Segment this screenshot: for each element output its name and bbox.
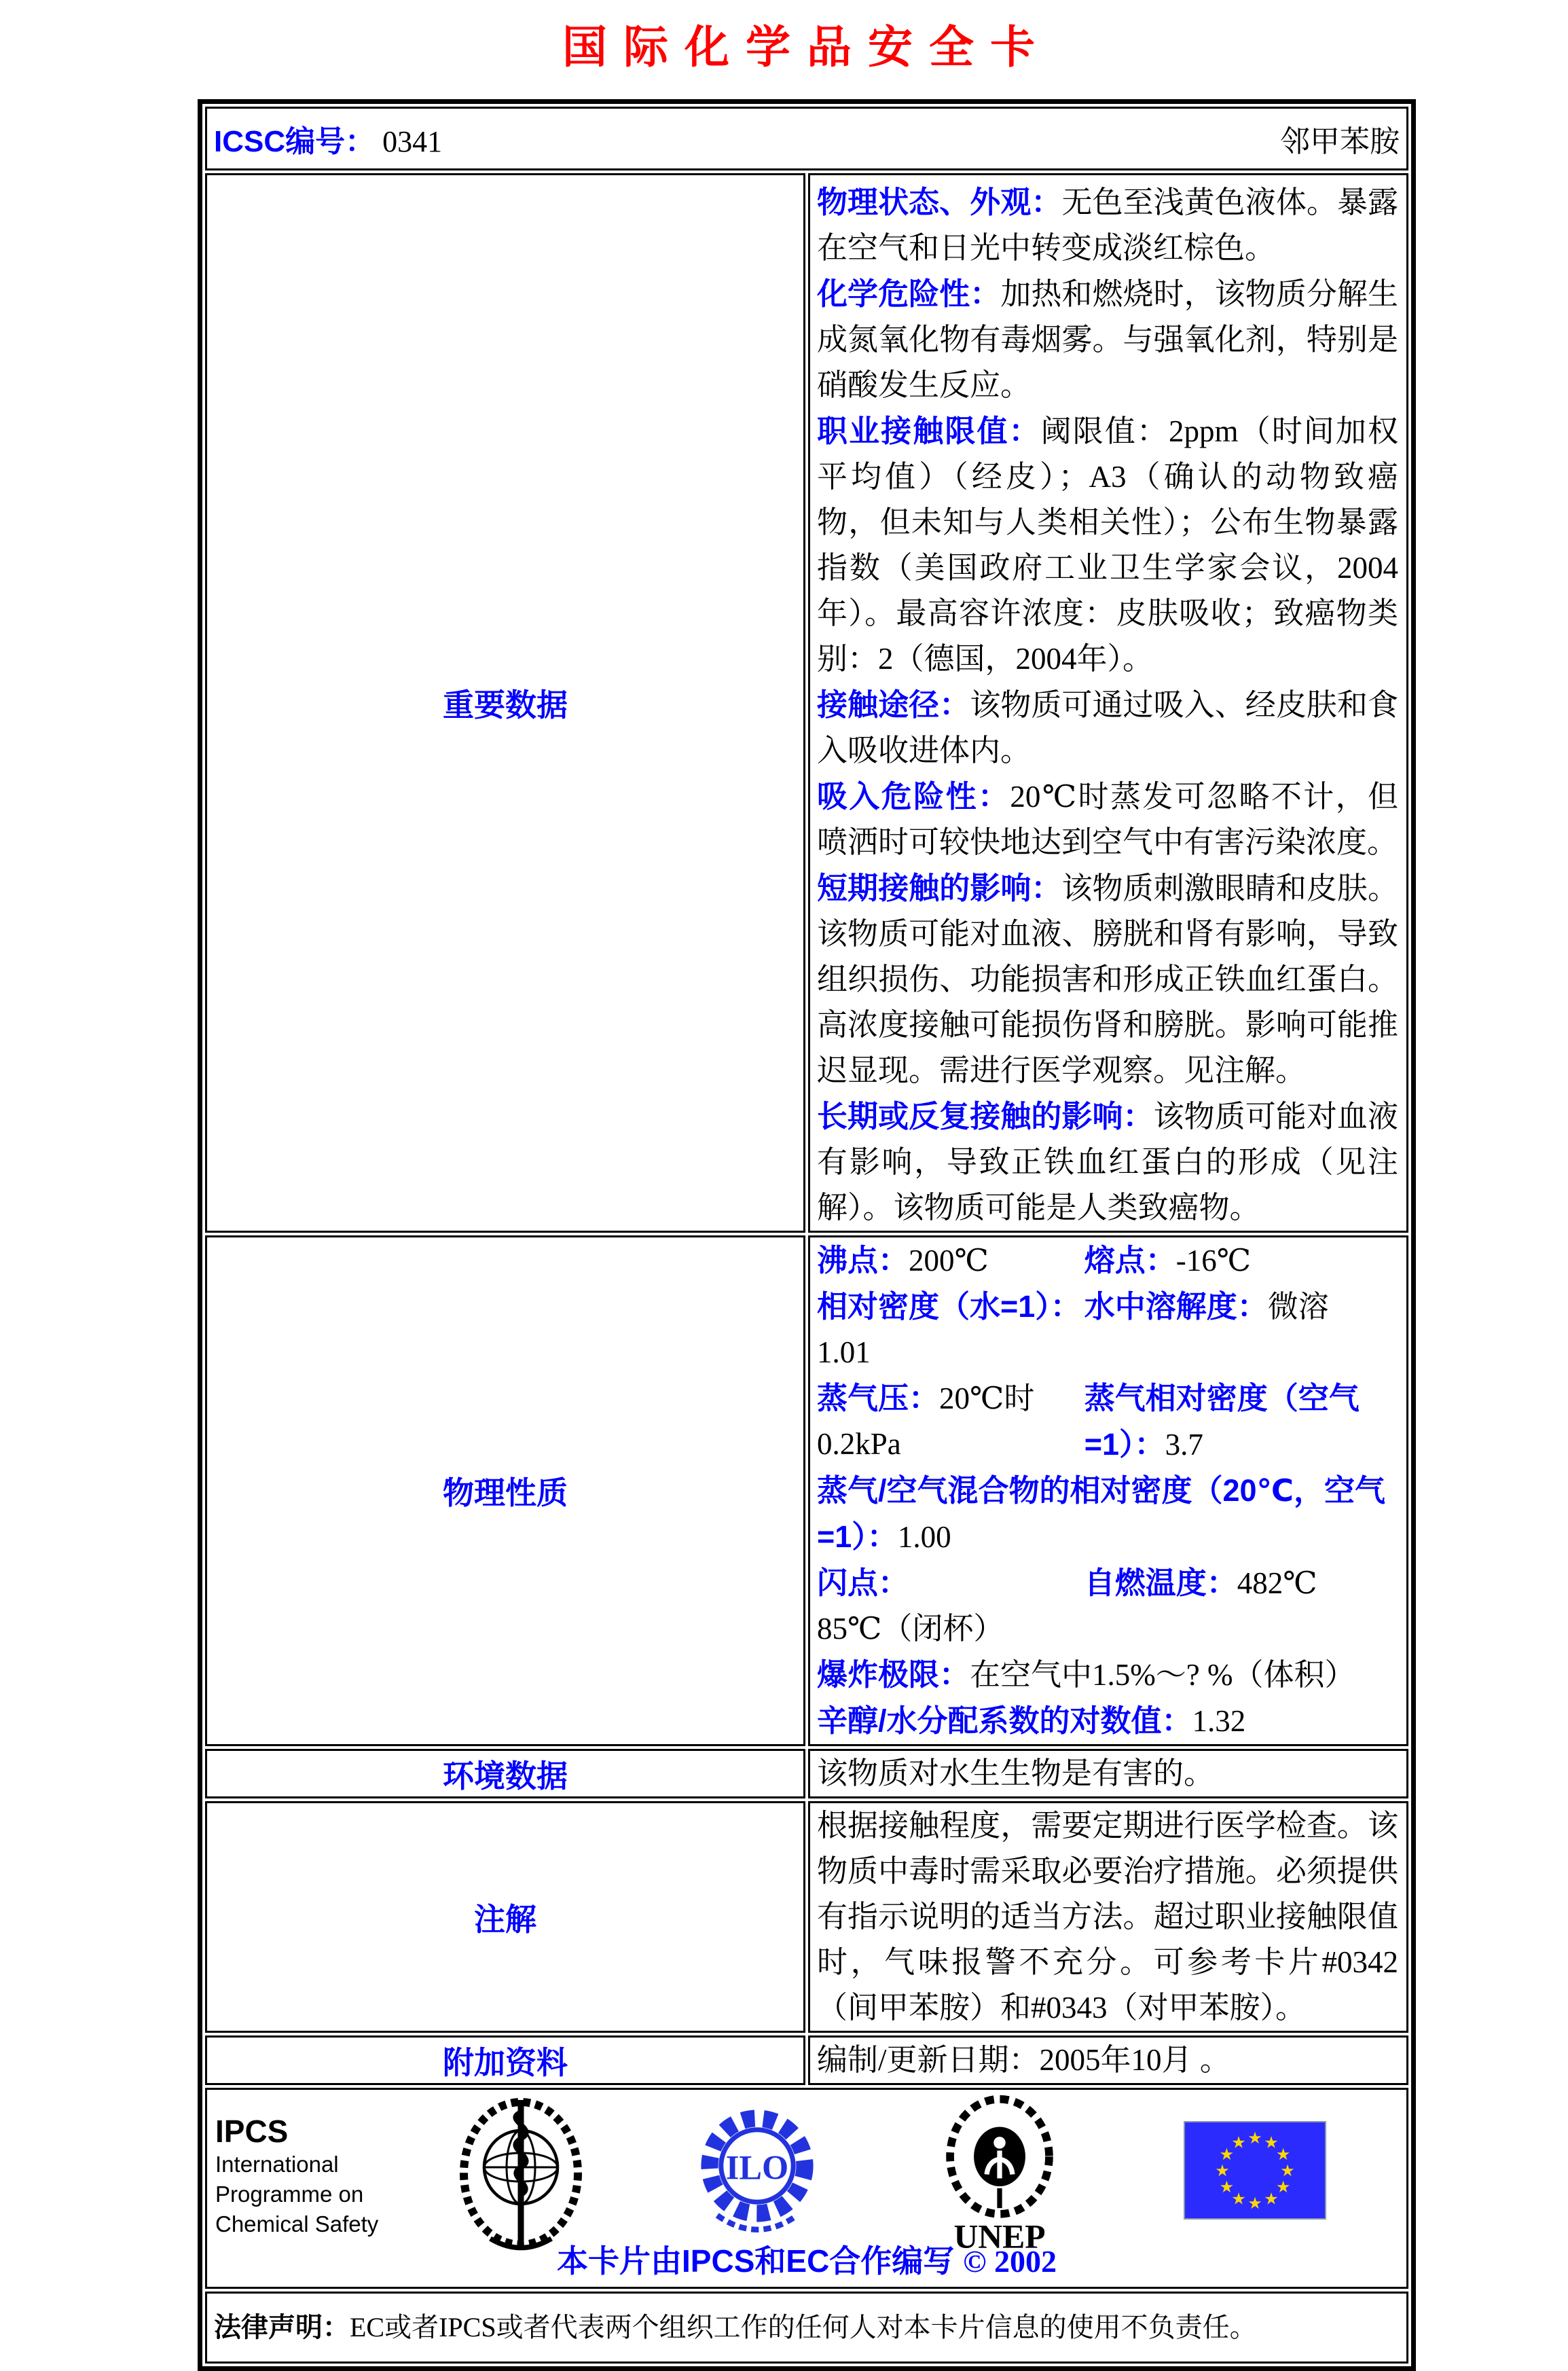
- property-row: [817, 1468, 1398, 1560]
- prop-value: 20℃时0.2kPa: [817, 1381, 1035, 1461]
- caption-text: 本卡片由IPCS和EC合作编写: [557, 2243, 955, 2279]
- section-label-important-data: 重要数据: [205, 173, 805, 1233]
- paragraph-label: 短期接触的影响：: [817, 871, 1062, 905]
- paragraph-text: 该物质可能对血液有影响，导致正铁血红蛋白的形成（见注解）。该物质可能是人类致癌物。: [817, 1100, 1398, 1225]
- prop-label: 沸点：: [817, 1243, 909, 1278]
- paragraph-label: 长期或反复接触的影响：: [817, 1099, 1154, 1134]
- prop-label: 相对密度（水=1）：: [817, 1289, 1081, 1324]
- prop-label: 水中溶解度：: [1084, 1289, 1268, 1324]
- chemical-name: 邻甲苯胺: [1280, 125, 1400, 158]
- prop-label: 熔点：: [1084, 1243, 1176, 1278]
- prop-value: 1.32: [1192, 1704, 1246, 1738]
- prop-value: 1.01: [817, 1335, 871, 1369]
- svg-text:★: ★: [1275, 2177, 1291, 2196]
- important-data-content: [808, 173, 1408, 1233]
- prop-value: -16℃: [1175, 1244, 1252, 1278]
- logos-row: [205, 2088, 1408, 2289]
- svg-text:★: ★: [1231, 2189, 1246, 2209]
- ipcs-acronym: IPCS: [215, 2114, 289, 2149]
- legal-text: EC或者IPCS或者代表两个组织工作的任何人对本卡片信息的使用不负责任。: [350, 2312, 1257, 2342]
- paragraph-exposure-routes: [817, 682, 1398, 774]
- section-label-environmental-data: 环境数据: [205, 1749, 805, 1798]
- prop-label: 自燃温度：: [1084, 1565, 1237, 1600]
- paragraph-physical-state: [817, 179, 1398, 271]
- prop-label: 爆炸极限：: [817, 1657, 970, 1692]
- svg-text:★: ★: [1264, 2133, 1279, 2152]
- section-label-additional-info: 附加资料: [205, 2035, 805, 2085]
- paragraph-inhalation-risk: [817, 774, 1398, 865]
- environmental-data-text: 该物质对水生生物是有害的。: [817, 1756, 1215, 1790]
- property-row: [817, 1284, 1398, 1375]
- paragraph-chemical-danger: [817, 271, 1398, 408]
- svg-text:★: ★: [1264, 2189, 1279, 2209]
- paragraph-text: 20℃时蒸发可忽略不计，但喷洒时可较快地达到空气中有害污染浓度。: [817, 780, 1398, 859]
- property-row: [817, 1237, 1398, 1284]
- paragraph-text: 阈限值：2ppm（时间加权平均值）（经皮）；A3（确认的动物致癌物，但未知与人类相关性）；公布生物暴露指数（美国政府工业卫生学家会议，2004年）。最高容许浓度：皮肤吸收；致癌物类别：2（德国，2004年）。: [817, 414, 1398, 676]
- paragraph-label: 职业接触限值：: [817, 414, 1041, 448]
- property-row: [817, 1652, 1398, 1698]
- paragraph-label: 物理状态、外观：: [817, 185, 1062, 219]
- prop-value: 200℃: [909, 1244, 989, 1278]
- ilo-logo-icon: [700, 2099, 814, 2255]
- paragraph-text: 无色至浅黄色液体。暴露在空气和日光中转变成淡红棕色。: [817, 185, 1398, 265]
- unep-logo-text: UNEP: [953, 2218, 1046, 2256]
- header-row: [205, 107, 1408, 170]
- paragraph-long-term-effects: [817, 1093, 1398, 1231]
- svg-text:★: ★: [1280, 2161, 1295, 2180]
- prop-label: 蒸气相对密度（空气=1）：: [1084, 1381, 1360, 1462]
- paragraph-short-term-effects: [817, 865, 1398, 1093]
- ipcs-block: [215, 2113, 378, 2239]
- notes-content: [808, 1801, 1408, 2033]
- svg-text:★: ★: [1275, 2145, 1291, 2164]
- icsc-number: 0341: [382, 125, 443, 158]
- prop-value: 3.7: [1165, 1428, 1203, 1462]
- paragraph-occupational-limits: [817, 408, 1398, 682]
- prop-label: 蒸气/空气混合物的相对密度（20℃，空气=1）：: [817, 1473, 1386, 1554]
- ipcs-subtitle-line: International: [215, 2152, 339, 2177]
- legal-row: [205, 2292, 1408, 2364]
- footer-caption: [207, 2237, 1406, 2281]
- physical-properties-content: [808, 1235, 1408, 1746]
- svg-text:★: ★: [1219, 2177, 1235, 2196]
- ipcs-subtitle-line: Programme on: [215, 2182, 364, 2207]
- eu-flag-icon: [1184, 2121, 1326, 2223]
- notes-text: 根据接触程度，需要定期进行医学检查。该物质中毒时需采取必要治疗措施。必须提供有指示说明的适当方法。超过职业接触限值时，气味报警不充分。可参考卡片#0342（间甲苯胺）和#0343（对甲苯胺）。: [817, 1809, 1398, 2025]
- page-title: 国际化学品安全卡: [562, 23, 1051, 73]
- property-row: [817, 1698, 1398, 1744]
- prop-value: 482℃: [1237, 1566, 1317, 1600]
- paragraph-label: 接触途径：: [817, 687, 970, 722]
- property-row: [817, 1560, 1398, 1652]
- icsc-label: ICSC编号：: [214, 125, 376, 158]
- svg-text:★: ★: [1247, 2129, 1262, 2148]
- prop-value: 85℃（闭杯）: [817, 1612, 1004, 1646]
- svg-text:★: ★: [1247, 2194, 1262, 2213]
- prop-label: 蒸气压：: [817, 1381, 940, 1415]
- section-label-physical-properties: 物理性质: [205, 1235, 805, 1746]
- svg-text:★: ★: [1215, 2161, 1230, 2180]
- ipcs-subtitle-line: Chemical Safety: [215, 2211, 379, 2237]
- prop-label: 辛醇/水分配系数的对数值：: [817, 1703, 1192, 1738]
- prop-value: 微溶: [1267, 1290, 1329, 1324]
- svg-text:★: ★: [1231, 2133, 1246, 2152]
- paragraph-text: 该物质刺激眼睛和皮肤。该物质可能对血液、膀胱和肾有影响，导致组织损伤、功能损害和形成正铁血红蛋白。高浓度接触可能损伤肾和膀胱。影响可能推迟显现。需进行医学观察。见注解。: [817, 871, 1398, 1087]
- section-label-notes: 注解: [205, 1801, 805, 2033]
- additional-info-content: [808, 2035, 1408, 2085]
- prop-value: 1.00: [897, 1520, 951, 1554]
- property-row: [817, 1375, 1398, 1468]
- copyright: © 2002: [963, 2244, 1057, 2279]
- paragraph-label: 化学危险性：: [817, 276, 1001, 311]
- environmental-data-content: [808, 1749, 1408, 1798]
- prop-label: 闪点：: [817, 1565, 909, 1600]
- paragraph-text: 该物质可通过吸入、经皮肤和食入吸收进体内。: [817, 688, 1398, 767]
- legal-label: 法律声明：: [214, 2313, 350, 2342]
- paragraph-text: 加热和燃烧时，该物质分解生成氮氧化物有毒烟雾。与强氧化剂，特别是硝酸发生反应。: [817, 277, 1398, 402]
- prop-value: 在空气中1.5%～? %（体积）: [970, 1658, 1355, 1692]
- safety-card-table: [198, 99, 1416, 2371]
- svg-text:★: ★: [1219, 2145, 1235, 2164]
- ilo-logo-text: ILO: [725, 2148, 789, 2187]
- who-logo-icon: [460, 2094, 582, 2260]
- additional-info-text: 编制/更新日期：2005年10月 。: [817, 2043, 1230, 2077]
- paragraph-label: 吸入危险性：: [817, 779, 1010, 814]
- icsc-number-group: [214, 117, 442, 160]
